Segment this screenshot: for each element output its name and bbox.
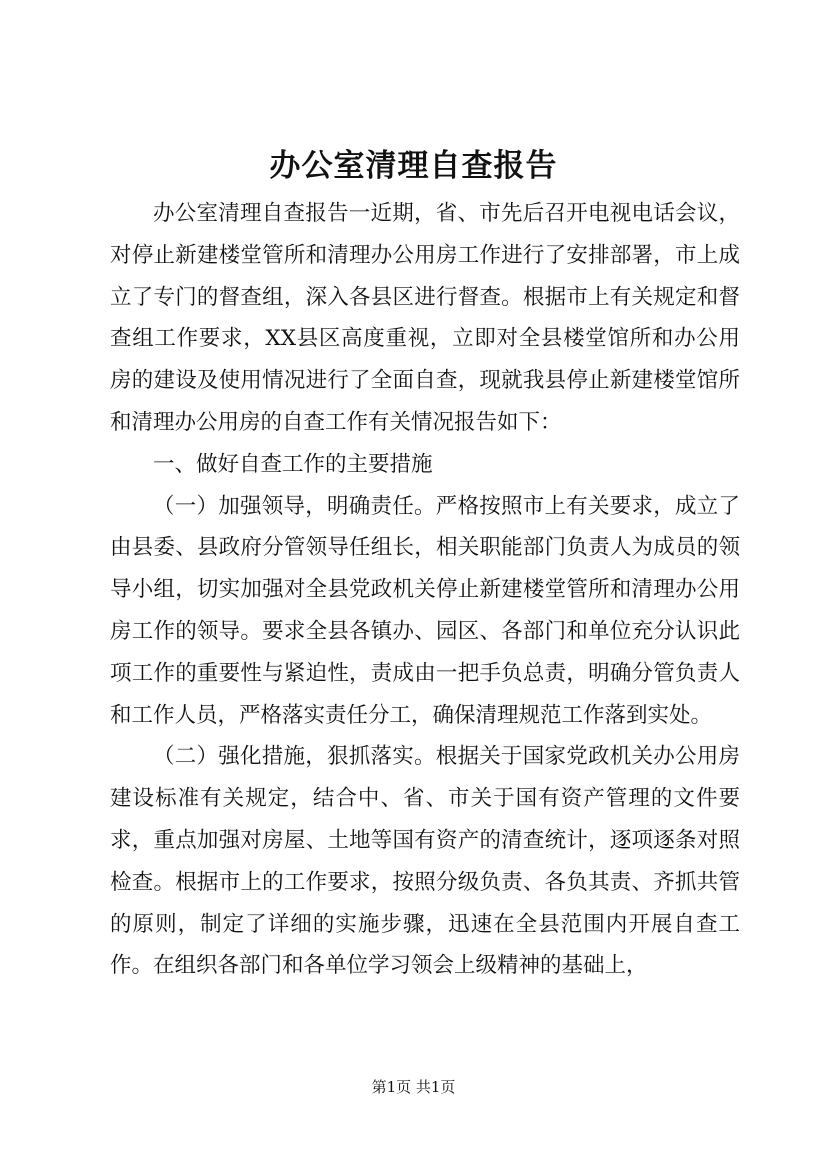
- paragraph-measure-2: （二）强化措施，狠抓落实。根据关于国家党政机关办公用房建设标准有关规定，结合中、省、市关于国有资产管理的文件要求，重点加强对房屋、土地等国有资产的清查统计，逐项逐条对照检查。根据市上的工作要求，按照分级负责、各负其责、齐抓共管的原则，制定了详细的实施步骤，迅速在全县范围内开展自查工作。在组织各部门和各单位学习领会上级精神的基础上，: [110, 744, 740, 979]
- paragraph-intro: 办公室清理自查报告一近期，省、市先后召开电视电话会议，对停止新建楼堂管所和清理办公用房工作进行了安排部署，市上成立了专门的督查组，深入各县区进行督查。根据市上有关规定和督查组工作要求，XX县区高度重视，立即对全县楼堂馆所和办公用房的建设及使用情况进行了全面自查，现就我县停止新建楼堂馆所和清理办公用房的自查工作有关情况报告如下：: [110, 201, 740, 435]
- document-title: 办公室清理自查报告: [269, 148, 558, 184]
- section-heading-1: 一、做好自查工作的主要措施: [153, 451, 433, 477]
- page-footer: 第1页 共1页: [371, 1078, 456, 1096]
- document-body: [110, 193, 740, 987]
- paragraph-measure-1: （一）加强领导，明确责任。严格按照市上有关要求，成立了由县委、县政府分管领导任组长，相关职能部门负责人为成员的领导小组，切实加强对全县党政机关停止新建楼堂管所和清理办公用房工作的领导。要求全县各镇办、园区、各部门和单位充分认识此项工作的重要性与紧迫性，责成由一把手负总责，明确分管负责人和工作人员，严格落实责任分工，确保清理规范工作落到实处。: [110, 493, 740, 728]
